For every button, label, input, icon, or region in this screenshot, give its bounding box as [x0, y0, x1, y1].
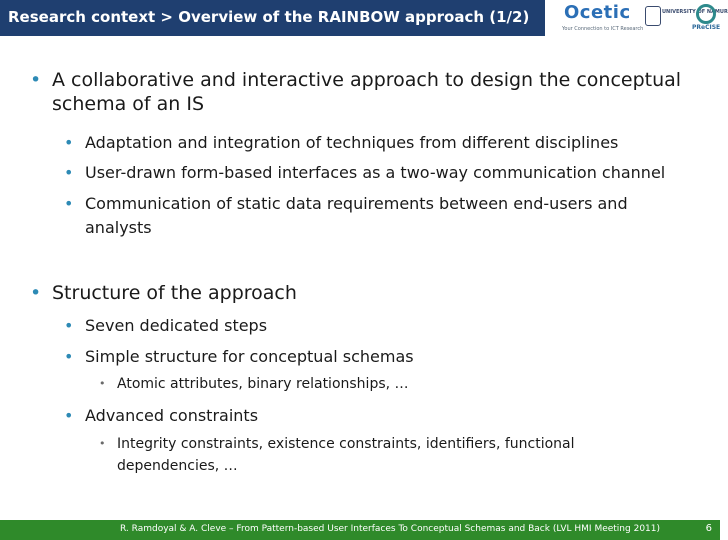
sub-bullet-text: Seven dedicated steps	[85, 316, 268, 335]
sub-bullet-text: Adaptation and integration of techniques from different disciplines	[85, 133, 619, 152]
bullet-icon: •	[64, 133, 74, 152]
sub-bullet-text: User-drawn form-based interfaces as a two-way communication channel	[85, 163, 666, 182]
sub-bullet-text: Simple structure for conceptual schemas	[85, 347, 414, 366]
precise-logo-text: PReCISE	[692, 24, 721, 31]
cetic-logo	[558, 2, 644, 36]
bullet-icon: •	[64, 163, 74, 182]
bullet-icon: •	[64, 194, 74, 213]
sub-bullet-text: Advanced constraints	[85, 406, 259, 425]
slide-title: Research context > Overview of the RAINBOW approach (1/2)	[8, 8, 530, 26]
bullet-icon: •	[99, 437, 106, 450]
bullet-icon: •	[30, 282, 42, 304]
page-number: 6	[705, 523, 712, 534]
bullet-icon: •	[64, 316, 74, 335]
bullet-icon: •	[30, 69, 42, 91]
bullet-icon: •	[64, 406, 74, 425]
footer-citation: R. Ramdoyal & A. Cleve – From Pattern-based User Interfaces To Conceptual Schemas and Back (LVL HMI Meeting 2011)	[120, 524, 661, 534]
bullet-text: Structure of the approach	[52, 282, 297, 304]
cetic-logo-tagline: Your Connection to ICT Research	[562, 26, 644, 32]
university-seal-icon	[645, 6, 661, 26]
slide-footer	[0, 520, 720, 540]
header-band	[0, 0, 545, 36]
sub-sub-bullet-text: Integrity constraints, existence constraints, identifiers, functional dependencies, …	[117, 436, 575, 474]
bullet-icon: •	[99, 377, 106, 390]
precise-logo	[692, 2, 721, 34]
cetic-logo-brand: Ocetic	[564, 2, 631, 23]
bullet-icon: •	[64, 347, 74, 366]
sub-bullet-text: Communication of static data requirements between end-users and analysts	[85, 194, 628, 237]
slide-header	[0, 0, 728, 36]
bullet-text: A collaborative and interactive approach to design the conceptual schema of an IS	[52, 69, 682, 115]
precise-ring-icon	[696, 4, 716, 24]
university-logo-text: UNIVERSITY OF NAMUR	[662, 9, 728, 15]
sub-sub-bullet-text: Atomic attributes, binary relationships, …	[117, 376, 409, 392]
